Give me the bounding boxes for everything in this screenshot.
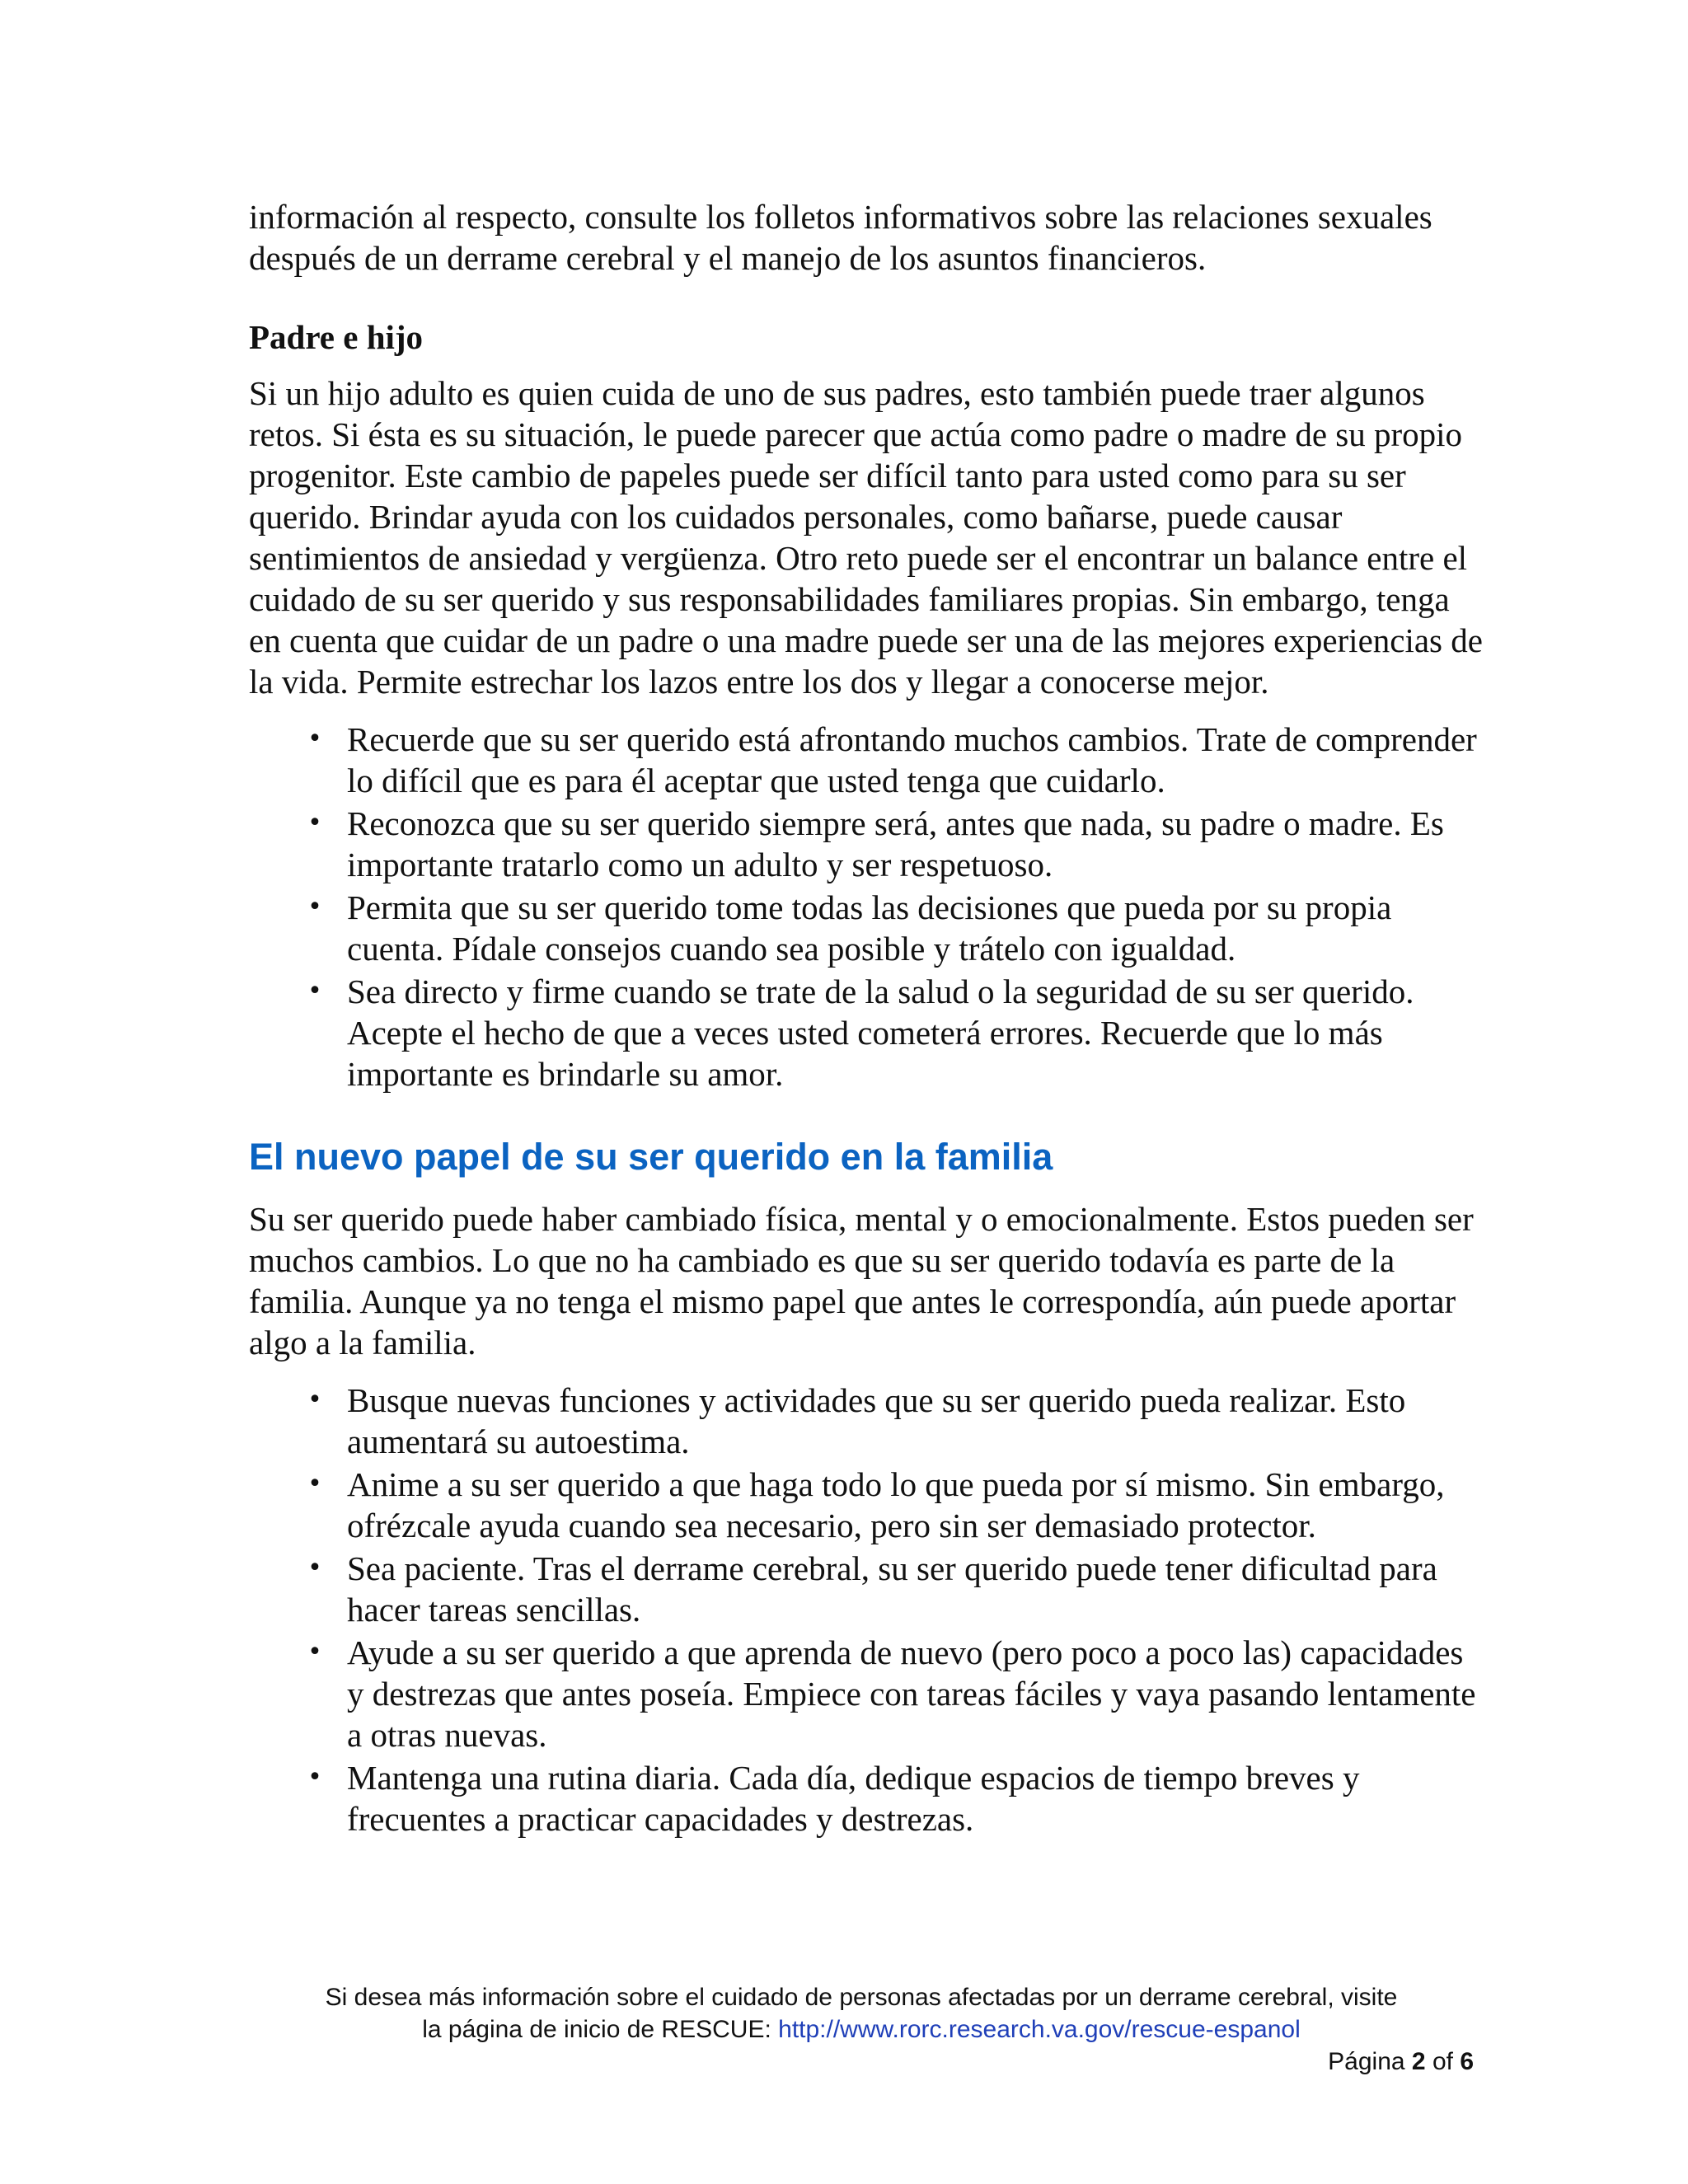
bullet-icon: • bbox=[307, 1554, 322, 1582]
rescue-homepage-link[interactable]: http://www.rorc.research.va.gov/rescue-espanol bbox=[778, 2016, 1301, 2043]
parent-child-bullet-list bbox=[249, 719, 1485, 1094]
list-item-text: Mantenga una rutina diaria. Cada día, dedique espacios de tiempo breves y frecuentes a practicar capacidades y destrezas. bbox=[347, 1759, 1360, 1838]
bullet-icon: • bbox=[307, 808, 322, 837]
list-item-text: Permita que su ser querido tome todas las decisiones que pueda por su propia cuenta. Pídale consejos cuando sea posible y trátelo con igualdad. bbox=[347, 888, 1392, 968]
list-item bbox=[249, 1380, 1485, 1462]
list-item bbox=[249, 1548, 1485, 1630]
list-item-text: Reconozca que su ser querido siempre será, antes que nada, su padre o madre. Es importante tratarlo como un adulto y ser respetuoso. bbox=[347, 804, 1444, 883]
bullet-icon: • bbox=[307, 1385, 322, 1414]
new-role-bullet-list bbox=[249, 1380, 1485, 1840]
list-item-text: Sea directo y firme cuando se trate de la salud o la seguridad de su ser querido. Acepte el hecho de que a veces usted cometerá errores. Recuerde que lo más importante es brindarle su amor. bbox=[347, 972, 1414, 1093]
section-heading-parent-child: Padre e hijo bbox=[249, 318, 424, 356]
list-item-text: Busque nuevas funciones y actividades que su ser querido pueda realizar. Esto aumentará su autoestima. bbox=[347, 1381, 1406, 1460]
section-heading-new-role: El nuevo papel de su ser querido en la familia bbox=[249, 1136, 1053, 1178]
bullet-icon: • bbox=[307, 1763, 322, 1792]
list-item-text: Ayude a su ser querido a que aprenda de nuevo (pero poco a poco las) capacidades y destrezas que antes poseía. Empiece con tareas fáciles y vaya pasando lentamente a otras nuevas. bbox=[347, 1633, 1476, 1754]
list-item bbox=[249, 971, 1485, 1094]
bullet-icon: • bbox=[307, 893, 322, 921]
page-footer bbox=[249, 1981, 1474, 2078]
list-item bbox=[249, 1757, 1485, 1840]
page-current: 2 bbox=[1411, 2048, 1426, 2075]
intro-paragraph: información al respecto, consulte los folletos informativos sobre las relaciones sexuales después de un derrame cerebral y el manejo de los asuntos financieros. bbox=[249, 198, 1432, 277]
list-item-text: Sea paciente. Tras el derrame cerebral, su ser querido puede tener dificultad para hacer tareas sencillas. bbox=[347, 1549, 1437, 1629]
list-item-text: Anime a su ser querido a que haga todo lo que pueda por sí mismo. Sin embargo, ofrézcale ayuda cuando sea necesario, pero sin ser demasiado protector. bbox=[347, 1465, 1445, 1544]
page-of-label: of bbox=[1425, 2048, 1461, 2075]
list-item-text: Recuerde que su ser querido está afrontando muchos cambios. Trate de comprender lo difícil que es para él aceptar que usted tenga que cuidarlo. bbox=[347, 720, 1477, 799]
page-total: 6 bbox=[1460, 2048, 1474, 2075]
bullet-icon: • bbox=[307, 1469, 322, 1498]
bullet-icon: • bbox=[307, 1638, 322, 1666]
new-role-paragraph: Su ser querido puede haber cambiado física, mental y o emocionalmente. Estos pueden ser muchos cambios. Lo que no ha cambiado es que su ser querido todavía es parte de la familia. Aunque ya no tenga el mismo papel que antes le correspondía, aún puede aportar algo a la familia. bbox=[249, 1200, 1474, 1361]
page-label: Página bbox=[1328, 2048, 1412, 2075]
parent-child-paragraph: Si un hijo adulto es quien cuida de uno de sus padres, esto también puede traer algunos retos. Si ésta es su situación, le puede parecer que actúa como padre o madre de su propio progenitor. Este cambio de papeles puede ser difícil tanto para usted como para su ser querido. Brindar ayuda con los cuidados personales, como bañarse, puede causar sentimientos de ansiedad y vergüenza. Otro reto puede ser el encontrar un balance entre el cuidado de su ser querido y sus responsabilidades familiares propias. Sin embargo, tenga en cuenta que cuidar de un padre o una madre puede ser una de las mejores experiencias de la vida. Permite estrechar los lazos entre los dos y llegar a conocerse mejor. bbox=[249, 374, 1483, 701]
bullet-icon: • bbox=[307, 724, 322, 753]
list-item bbox=[249, 1632, 1485, 1755]
document-page bbox=[249, 196, 1485, 1879]
list-item bbox=[249, 1464, 1485, 1546]
footer-info-text: Si desea más información sobre el cuidado de personas afectadas por un derrame cerebral, visite bbox=[325, 1984, 1398, 2011]
footer-link-line bbox=[249, 2013, 1474, 2046]
list-item bbox=[249, 719, 1485, 801]
footer-link-prefix: la página de inicio de RESCUE: bbox=[422, 2016, 779, 2043]
list-item bbox=[249, 887, 1485, 969]
bullet-icon: • bbox=[307, 977, 322, 1005]
page-number bbox=[249, 2046, 1474, 2078]
list-item bbox=[249, 803, 1485, 885]
